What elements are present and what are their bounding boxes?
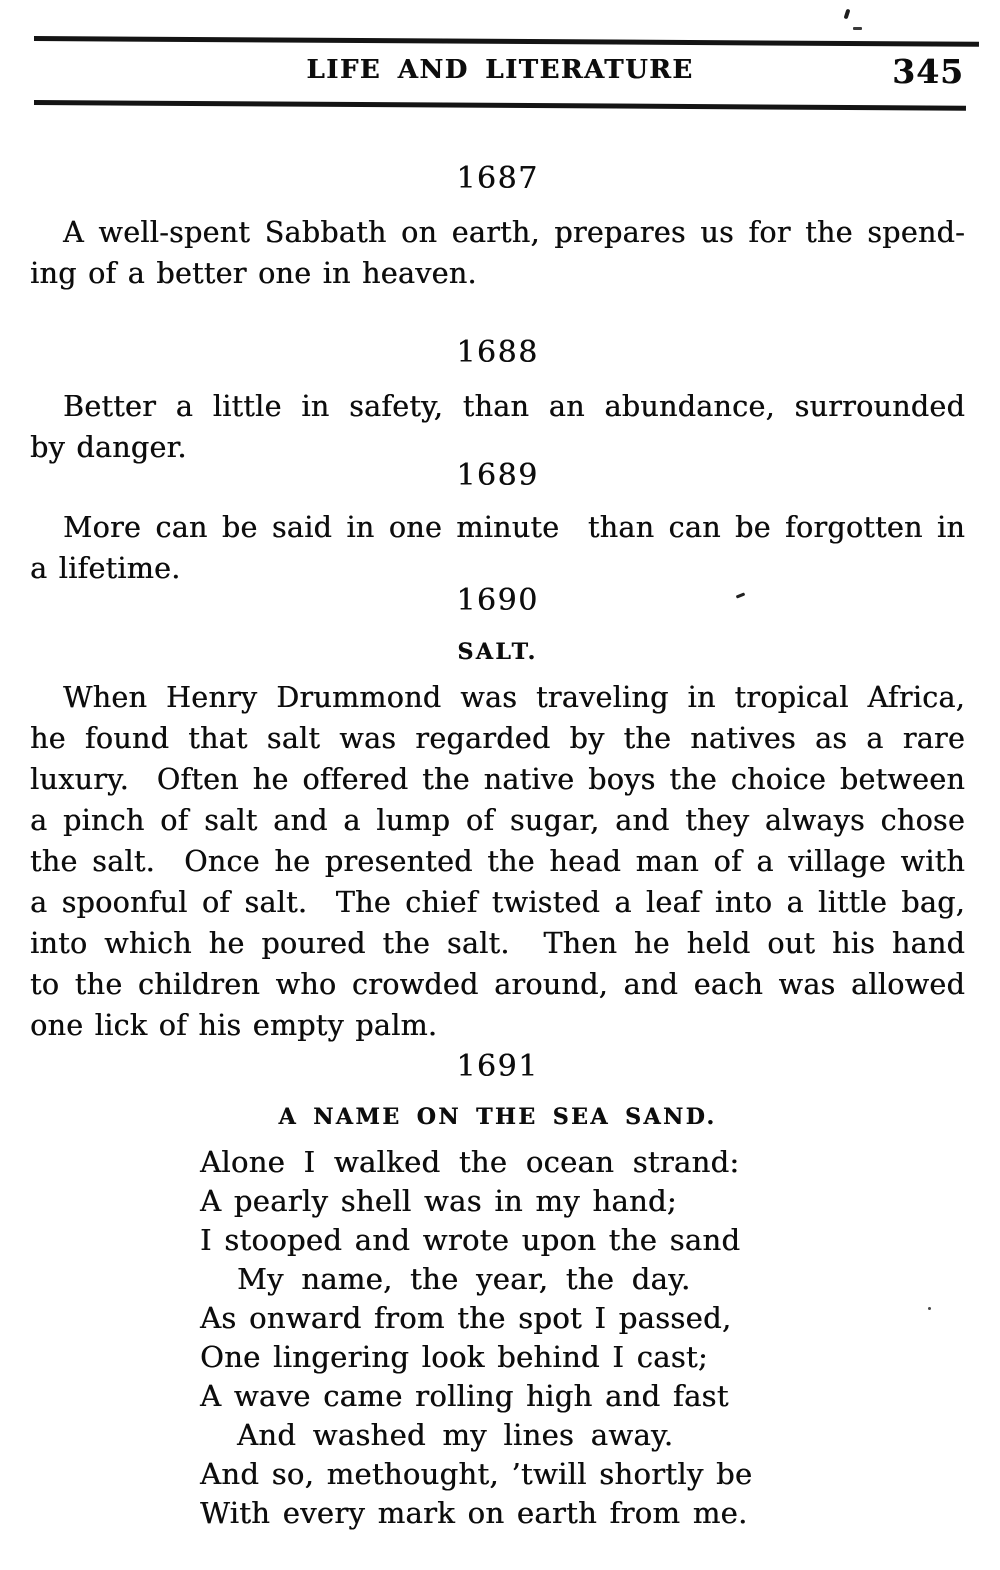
paragraph-line: one lick of his empty palm.	[30, 1009, 438, 1042]
poem-line: A wave came rolling high and fast	[200, 1379, 729, 1413]
poem-line: And washed my lines away.	[237, 1418, 674, 1452]
paragraph	[30, 677, 965, 1046]
paragraph-line: to the children who crowded around, and each was allowed	[30, 968, 965, 1001]
section-title: SALT.	[457, 639, 538, 665]
section-1687	[30, 161, 965, 294]
scan-speck-icon	[928, 1307, 931, 1310]
sections-container	[30, 0, 965, 1570]
section-title: A NAME ON THE SEA SAND.	[278, 1104, 717, 1130]
paragraph-line: a pinch of salt and a lump of sugar, and they always chose	[30, 804, 965, 837]
poem-line: A pearly shell was in my hand;	[200, 1184, 677, 1218]
section-number: 1687	[456, 161, 539, 196]
poem-line: One lingering look behind I cast;	[200, 1340, 708, 1374]
paragraph-line: ing of a better one in heaven.	[30, 257, 477, 290]
section-number: 1691	[456, 1049, 539, 1084]
paragraph-line: by danger.	[30, 431, 187, 464]
section-1691	[30, 1049, 965, 1533]
paragraph-line: More can be said in one minute than can be forgotten in	[63, 511, 965, 544]
section-number: 1690	[456, 583, 539, 618]
poem	[200, 1143, 965, 1533]
poem-line: As onward from the spot I passed,	[200, 1301, 732, 1335]
paragraph	[30, 212, 965, 294]
section-1690	[30, 583, 965, 1046]
section-number: 1689	[456, 458, 539, 493]
section-number: 1688	[456, 335, 539, 370]
poem-line: And so, methought, ’twill shortly be	[200, 1457, 753, 1491]
paragraph-line: Better a little in safety, than an abundance, surrounded	[63, 390, 965, 423]
paragraph-line: he found that salt was regarded by the natives as a rare	[30, 722, 965, 755]
section-1688	[30, 335, 965, 468]
paragraph-line: luxury. Often he offered the native boys the choice between	[30, 763, 965, 796]
page-title: LIFE AND LITERATURE	[306, 55, 694, 85]
paragraph-line: into which he poured the salt. Then he held out his hand	[30, 927, 965, 960]
paragraph	[30, 386, 965, 468]
poem-line: I stooped and wrote upon the sand	[200, 1223, 741, 1257]
paragraph-line: When Henry Drummond was traveling in tropical Africa,	[63, 681, 965, 714]
paragraph-line: a lifetime.	[30, 552, 181, 585]
paragraph-line: the salt. Once he presented the head man of a village with	[30, 845, 965, 878]
poem-line: Alone I walked the ocean strand:	[200, 1145, 740, 1179]
paragraph	[30, 507, 965, 589]
page-number: 345	[892, 52, 964, 91]
paragraph-line: A well-spent Sabbath on earth, prepares us for the spend-	[63, 216, 965, 249]
section-1689	[30, 458, 965, 589]
poem-line: My name, the year, the day.	[237, 1262, 691, 1296]
paragraph-line: a spoonful of salt. The chief twisted a leaf into a little bag,	[30, 886, 965, 919]
poem-line: With every mark on earth from me.	[200, 1496, 748, 1530]
scan-speck-icon	[853, 27, 862, 30]
